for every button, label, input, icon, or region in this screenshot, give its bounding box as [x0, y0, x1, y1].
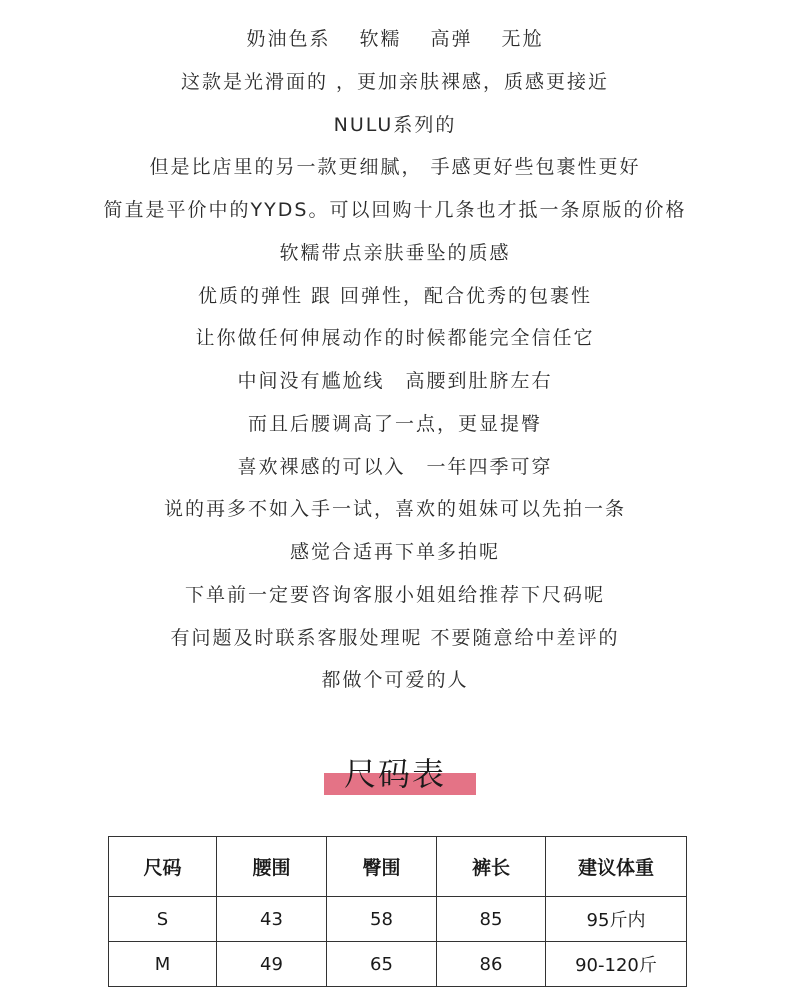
description-line: 奶油色系 软糯 高弹 无尬	[246, 28, 544, 50]
table-row	[109, 942, 687, 987]
description-line: 优质的弹性 跟 回弹性，配合优秀的包裹性	[197, 285, 593, 307]
description-line: 让你做任何伸展动作的时候都能完全信任它	[195, 327, 595, 349]
description-line: 中间没有尴尬线 高腰到肚脐左右	[237, 370, 553, 392]
cell-weight: 95斤内	[546, 897, 687, 942]
description-line: 软糯带点亲肤垂坠的质感	[279, 242, 511, 264]
description-line: 感觉合适再下单多拍呢	[289, 541, 500, 563]
description-line: 下单前一定要咨询客服小姐姐给推荐下尺码呢	[184, 584, 605, 606]
cell-hip: 58	[327, 897, 437, 942]
cell-length: 86	[437, 942, 546, 987]
description-line: NULU系列的	[333, 114, 457, 136]
description-line: 但是比店里的另一款更细腻， 手感更好些包裹性更好	[149, 156, 641, 178]
header-weight: 建议体重	[546, 837, 687, 897]
cell-length: 85	[437, 897, 546, 942]
description-line: 这款是光滑面的 ，更加亲肤裸感，质感更接近	[180, 71, 610, 93]
description-line: 说的再多不如入手一试，喜欢的姐妹可以先拍一条	[163, 498, 626, 520]
description-line: 喜欢裸感的可以入 一年四季可穿	[237, 456, 553, 478]
cell-waist: 49	[217, 942, 327, 987]
size-chart-title: 尺码表	[343, 755, 446, 793]
header-waist: 腰围	[217, 837, 327, 897]
header-size: 尺码	[109, 837, 217, 897]
size-chart-heading	[0, 750, 790, 800]
cell-hip: 65	[327, 942, 437, 987]
description-line: 都做个可爱的人	[321, 669, 469, 691]
table-row	[109, 897, 687, 942]
cell-waist: 43	[217, 897, 327, 942]
size-chart-table	[108, 836, 687, 987]
cell-size: S	[109, 897, 217, 942]
cell-size: M	[109, 942, 217, 987]
table-header-row	[109, 837, 687, 897]
description-line: 有问题及时联系客服处理呢 不要随意给中差评的	[170, 627, 620, 649]
cell-weight: 90-120斤	[546, 942, 687, 987]
header-hip: 臀围	[327, 837, 437, 897]
header-length: 裤长	[437, 837, 546, 897]
description-line: 简直是平价中的YYDS。可以回购十几条也才抵一条原版的价格	[103, 199, 687, 221]
description-line: 而且后腰调高了一点，更显提臀	[247, 413, 542, 435]
